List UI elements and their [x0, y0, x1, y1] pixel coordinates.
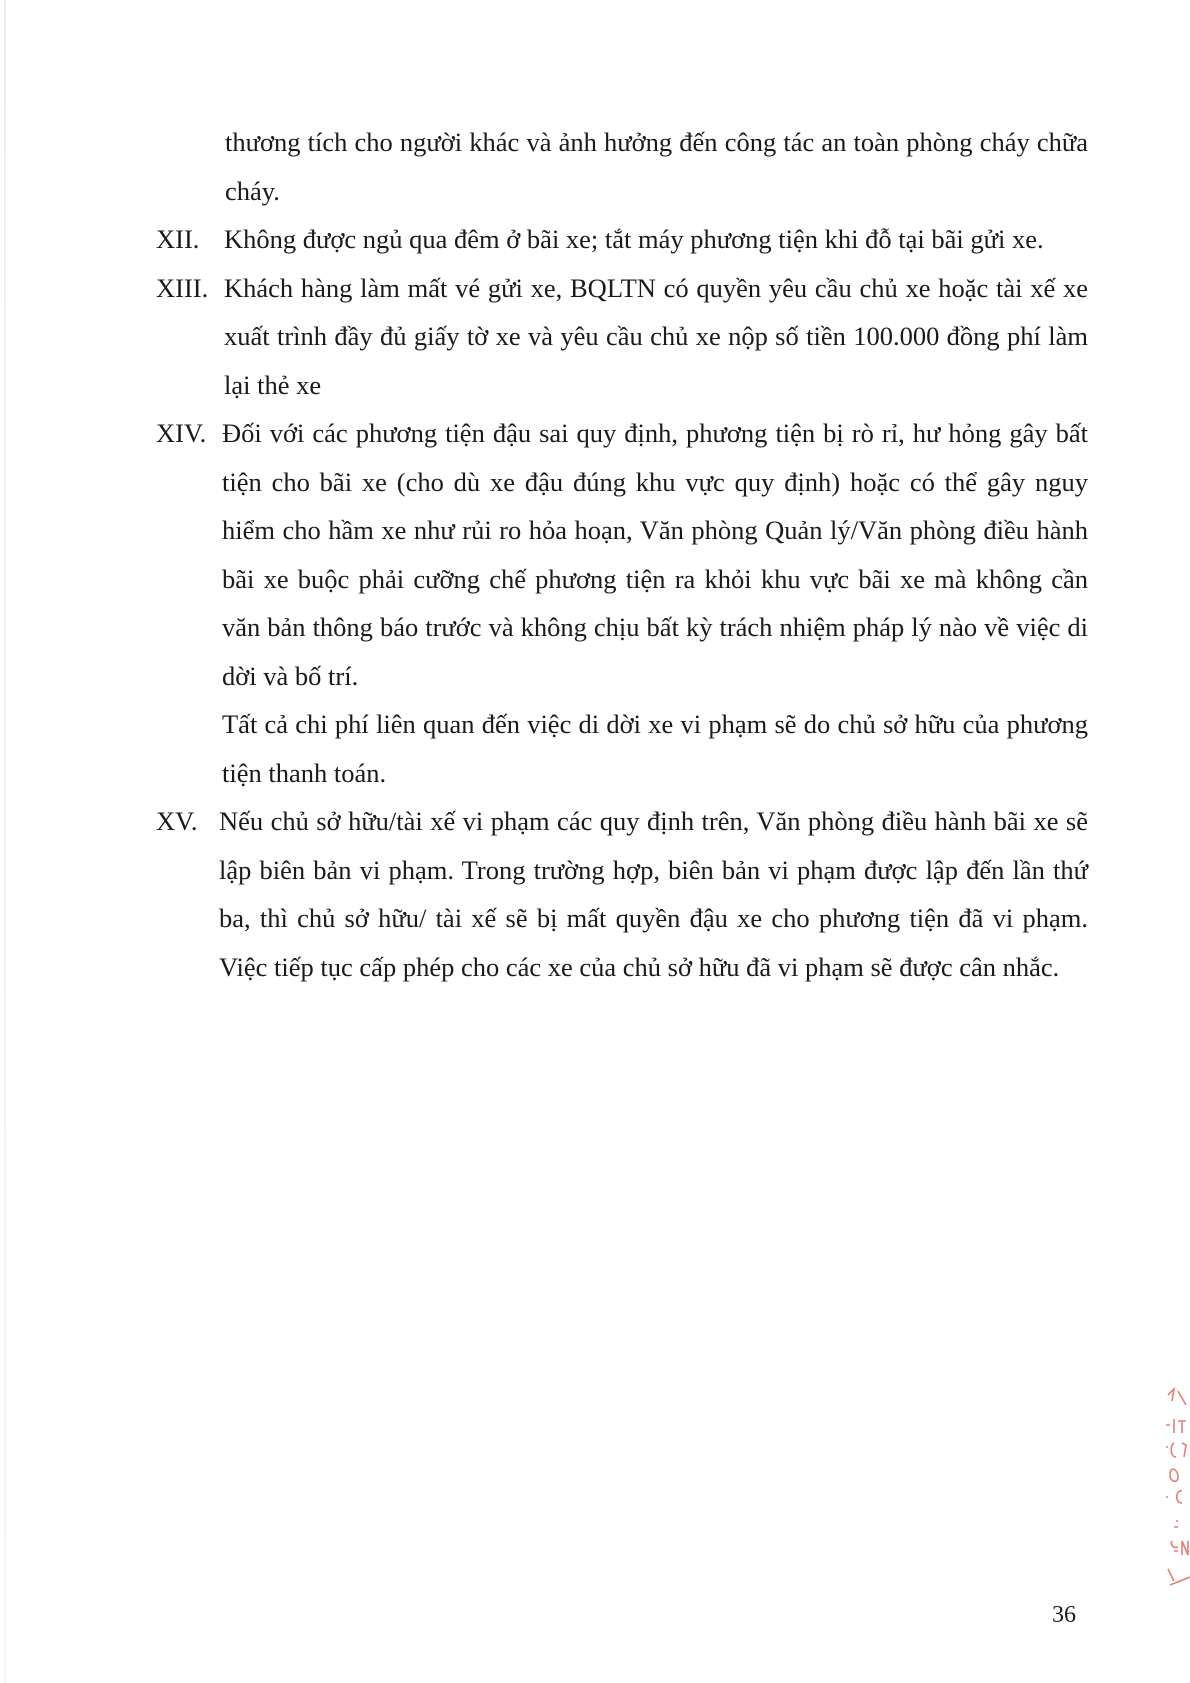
rule-number: XII.	[156, 224, 200, 254]
rule-text: Nếu chủ sở hữu/tài xế vi phạm các quy định trên, Văn phòng điều hành bãi xe sẽ lập biên bản vi phạm. Trong trường hợp, biên bản vi phạm được lập đến lần thứ ba, thì chủ sở hữu/ tài xế sẽ bị mất quyền đậu xe cho phương tiện đã vi phạm. Việc tiếp tục cấp phép cho các xe của chủ sở hữu đã vi phạm sẽ được cân nhắc.	[219, 806, 1088, 982]
scan-edge-line	[4, 0, 6, 1683]
rule-text: Đối với các phương tiện đậu sai quy định, phương tiện bị rò rỉ, hư hỏng gây bất tiện cho bãi xe (cho dù xe đậu đúng khu vực quy định) hoặc có thể gây nguy hiểm cho hầm xe như rủi ro hỏa hoạn, Văn phòng Quản lý/Văn phòng điều hành bãi xe buộc phải cưỡng chế phương tiện ra khỏi khu vực bãi xe mà không cần văn bản thông báo trước và không chịu bất kỳ trách nhiệm pháp lý nào về việc di dời và bố trí.	[222, 418, 1088, 691]
rule-item	[156, 264, 1088, 410]
rule-item	[156, 797, 1088, 991]
document-content	[156, 118, 1088, 991]
continuation-paragraph	[156, 118, 1088, 215]
page-number: 36	[1052, 1602, 1076, 1628]
rule-item	[156, 409, 1088, 700]
rule-number: XIV.	[156, 418, 207, 448]
rule-item	[156, 215, 1088, 264]
rule-number: XV.	[156, 806, 198, 836]
stamp-marks	[1160, 1385, 1190, 1595]
rule-text: Không được ngủ qua đêm ở bãi xe; tắt máy phương tiện khi đỗ tại bãi gửi xe.	[224, 224, 1044, 254]
rule-text: Khách hàng làm mất vé gửi xe, BQLTN có quyền yêu cầu chủ xe hoặc tài xế xe xuất trình đầy đủ giấy tờ xe và yêu cầu chủ xe nộp số tiền 100.000 đồng phí làm lại thẻ xe	[224, 272, 1088, 400]
rule-extra-paragraph: Tất cả chi phí liên quan đến việc di dời xe vi phạm sẽ do chủ sở hữu của phương tiện thanh toán.	[222, 709, 1088, 788]
rule-number: XIII.	[156, 272, 209, 303]
stamp-seal-icon	[1160, 1385, 1190, 1595]
continuation-text: thương tích cho người khác và ảnh hưởng đến công tác an toàn phòng cháy chữa cháy.	[225, 127, 1088, 206]
